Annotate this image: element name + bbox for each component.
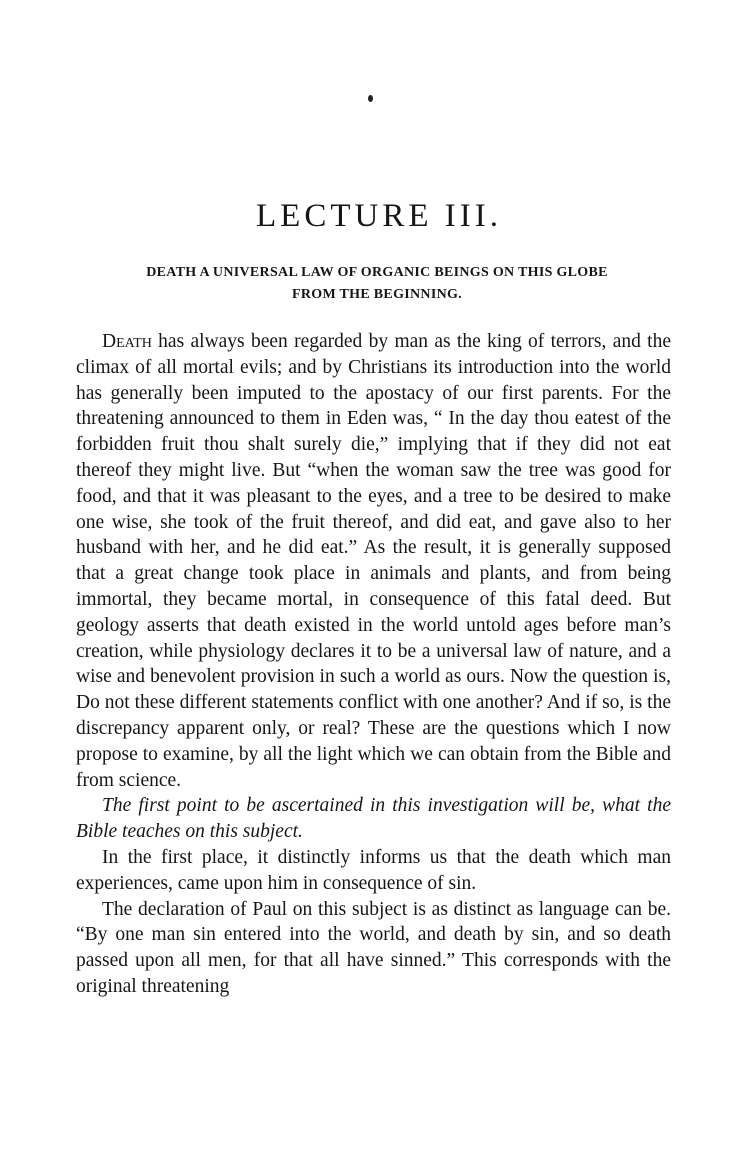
paragraph-1-text: has always been regarded by man as the king of terrors, and the climax of all mortal evils; and by Christians its introduction into the world has generally been imputed to the apostacy of our first parents. For the threatening announced to them in Eden was, “ In the day thou eatest of the forbidden fruit thou shalt surely die,” implying that if they did not eat thereof they might live. But “when the woman saw the tree was good for food, and that it was pleasant to the eyes, and a tree to be desired to make one wise, she took of the fruit thereof, and did eat, and gave also to her husband with her, and he did eat.” As the result, it is generally supposed that a great change took place in animals and plants, and from being immortal, they became mortal, in consequence of this fatal deed. But geology asserts that death existed in the world untold ages before man’s creation, while physiology declares it to be a universal law of nature, and a wise and benevolent provision in such a world as ours. Now the question is, Do not these different statements conflict with one another? And if so, is the discrepancy apparent only, or real? These are the questions which I now propose to examine, by all the light which we can obtain from the Bible and from science.	[76, 331, 671, 791]
paragraph-1-lead-word: Death	[102, 331, 152, 352]
subtitle-line-2: FROM THE BEGINNING.	[292, 287, 462, 302]
ink-speck	[368, 95, 373, 102]
paragraph-3: In the first place, it distinctly informs us that the death which man experiences, came upon him in consequence of sin.	[76, 846, 671, 894]
body-text	[76, 329, 671, 1000]
lecture-title: LECTURE III.	[256, 198, 502, 234]
lecture-subtitle	[82, 262, 672, 306]
paragraph-1	[76, 329, 671, 793]
paragraph-4: The declaration of Paul on this subject is as distinct as language can be. “By one man sin entered into the world, and death by sin, and so death passed upon all men, for that all have sinned.” This corresponds with the original threatening	[76, 898, 671, 997]
subtitle-line-1: DEATH A UNIVERSAL LAW OF ORGANIC BEINGS ON THIS GLOBE	[146, 265, 608, 280]
paragraph-2: The first point to be ascertained in this investigation will be, what the Bible teaches on this subject.	[76, 795, 671, 843]
